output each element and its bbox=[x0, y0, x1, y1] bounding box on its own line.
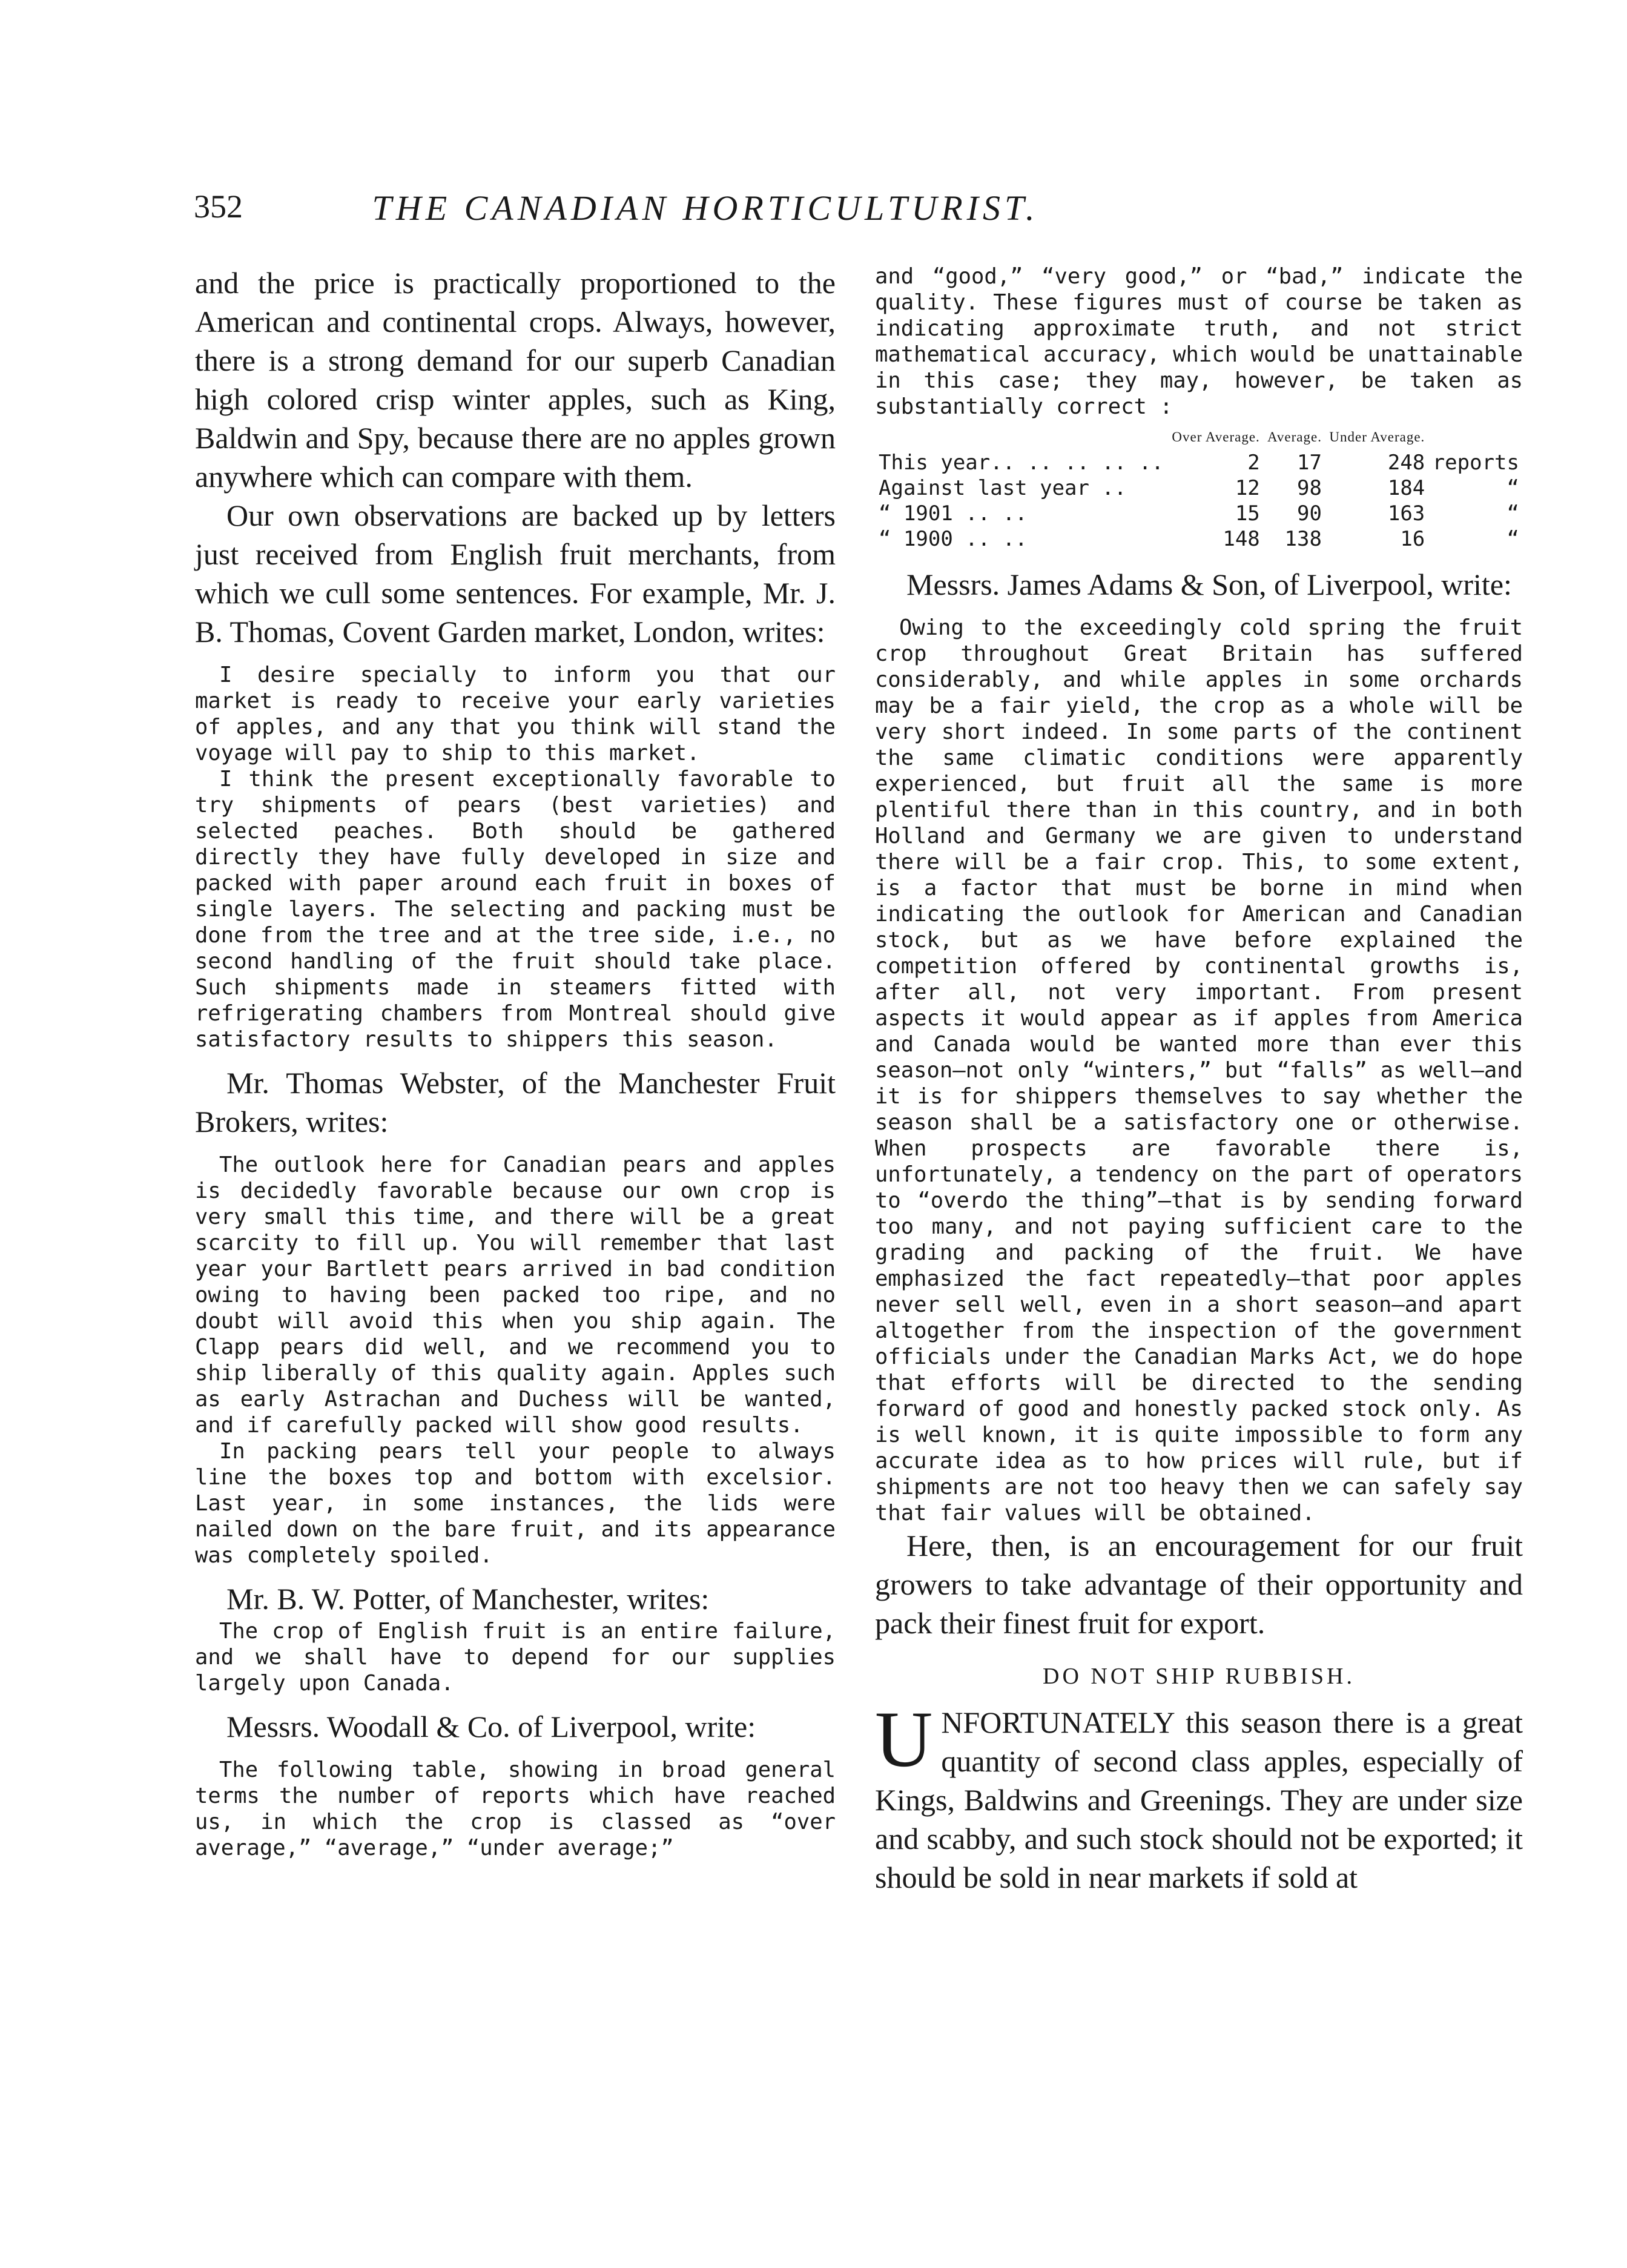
table-header-cell: Average. bbox=[1267, 429, 1322, 445]
table-cell-note: reports bbox=[1432, 451, 1519, 475]
crop-report-table bbox=[875, 425, 1523, 552]
quoted-letter-paragraph: The following table, showing in broad general terms the number of reports which have reached us, in which the crop is classed as “over average,” “average,” “under average;” bbox=[195, 1757, 836, 1860]
body-paragraph: Our own observations are backed up by letters just received from English fruit merchants, from which we cull some sentences. For example, Mr. J. B. Thomas, Covent Garden market, London, writes: bbox=[195, 498, 836, 649]
table-cell-average: 17 bbox=[1297, 451, 1322, 475]
table-cell-label: Against last year .. bbox=[879, 476, 1127, 500]
table-cell-note: “ bbox=[1507, 476, 1519, 500]
quoted-letter-paragraph: I desire specially to inform you that our market is ready to receive your early varieties of apples, and any that you think will stand the voyage will pay to ship to this market. bbox=[195, 663, 836, 765]
quoted-letter-paragraph: The outlook here for Canadian pears and apples is decidedly favorable because our own crop is very small this time, and there will be a great scarcity to fill up. You will remember that last year your Bartlett pears arrived in bad condition owing to having been packed too ripe, and no doubt will avoid this when you ship again. The Clapp pears did well, and we recommend you to ship liberally of this quality again. Apples such as early Astrachan and Duchess will be wanted, and if carefully packed will show good results. bbox=[195, 1152, 836, 1438]
page-number: 352 bbox=[194, 188, 243, 225]
page-header bbox=[194, 188, 1217, 236]
table-cell-average: 90 bbox=[1297, 501, 1322, 526]
right-column bbox=[875, 263, 1523, 1897]
body-paragraph: Mr. B. W. Potter, of Manchester, writes: bbox=[226, 1582, 710, 1616]
table-cell-note: “ bbox=[1507, 527, 1519, 551]
quoted-letter-paragraph: Owing to the exceedingly cold spring the fruit crop throughout Great Britain has suffered considerably, and while apples in some orchards may be a fair yield, the crop as a whole will be very short indeed. In some parts of the continent the same climatic conditions were apparently experienced, but fruit all the same is more plentiful there than in this country, and in both Holland and Germany we are given to understand there will be a fair crop. This, to some extent, is a factor that must be borne in mind when indicating the outlook for American and Canadian stock, but as we have before explained the competition offered by continental growths is, after all, not very important. From present aspects it would appear as if apples from America and Canada would be wanted more than ever this season—not only “winters,” but “falls” as well—and it is for shippers themselves to say whether the season shall be a satisfactory one or otherwise. When prospects are favorable there is, unfortunately, a tendency on the part of operators to “overdo the thing”—that is by sending forward too many, and not paying sufficient care to the grading and packing of the fruit. We have emphasized the fact repeatedly—that poor apples never sell well, even in a short season—and apart altogether from the inspection of the government officials under the Canadian Marks Act, we do hope that efforts will be directed to the sending forward of good and honestly packed stock only. As is well known, it is quite impossible to form any accurate idea as to how prices will rule, but if shipments are not too heavy then we can safely say that fair values will be obtained. bbox=[875, 615, 1523, 1526]
drop-cap: U bbox=[875, 1694, 933, 1784]
left-column bbox=[195, 263, 836, 1861]
table-cell-under: 248 bbox=[1387, 451, 1425, 475]
table-row bbox=[875, 475, 1523, 501]
table-cell-over: 12 bbox=[1235, 476, 1260, 500]
table-header-cell: Over Average. bbox=[1172, 429, 1260, 445]
right-column-body bbox=[875, 565, 1523, 1642]
quoted-letter-paragraph: I think the present exceptionally favorable to try shipments of pears (best varieties) and selected peaches. Both should be gathered directly they have fully developed in size and packed with paper around each fruit in boxes of single layers. The selecting and packing must be done from the tree and at the tree side, i.e., no second handling of the fruit should take place. Such shipments made in steamers fitted with refrigerating chambers from Montreal should give satisfactory results to shippers this season. bbox=[195, 767, 836, 1052]
table-cell-average: 138 bbox=[1284, 527, 1322, 551]
table-cell-over: 2 bbox=[1247, 451, 1260, 475]
table-row bbox=[875, 501, 1523, 526]
body-paragraph: Mr. Thomas Webster, of the Manchester Fruit Brokers, writes: bbox=[195, 1066, 836, 1139]
running-title: THE CANADIAN HORTICULTURIST. bbox=[372, 188, 1039, 228]
table-cell-note: “ bbox=[1507, 501, 1519, 526]
table-cell-label: This year.. .. .. .. .. bbox=[879, 451, 1164, 475]
body-paragraph: Here, then, is an encouragement for our fruit growers to take advantage of their opportunity and pack their finest fruit for export. bbox=[875, 1529, 1523, 1640]
section-heading: DO NOT SHIP RUBBISH. bbox=[1043, 1664, 1355, 1689]
table-header-row bbox=[875, 425, 1523, 450]
quoted-letter-paragraph: In packing pears tell your people to always line the boxes top and bottom with excelsior. Last year, in some instances, the lids were nailed down on the bare fruit, and its appearance was completely spoiled. bbox=[195, 1439, 836, 1568]
table-header-cell: Under Average. bbox=[1329, 429, 1425, 445]
table-header-cell bbox=[1428, 425, 1523, 450]
table-cell-label: “ 1900 .. .. bbox=[879, 527, 1028, 551]
section-text: NFORTUNATELY this season there is a great quantity of second class apples, especially of Kings, Baldwins and Greenings. They are under size and scabby, and such stock should not be exported; it should be sold in near markets if sold at bbox=[875, 1705, 1523, 1894]
table-cell-over: 15 bbox=[1235, 501, 1260, 526]
table-cell-over: 148 bbox=[1223, 527, 1260, 551]
body-paragraph: and the price is practically proportioned to the American and continental crops. Always, however, there is a strong demand for our superb Canadian high colored crisp winter apples, such as King, Baldwin and Spy, because there are no apples grown anywhere which can compare with them. bbox=[195, 266, 836, 494]
table-body bbox=[875, 450, 1523, 552]
table-header-cell bbox=[875, 425, 1168, 450]
section-paragraph bbox=[875, 1694, 1523, 1897]
table-row bbox=[875, 526, 1523, 552]
quoted-letter-paragraph: The crop of English fruit is an entire failure, and we shall have to depend for our supplies largely upon Canada. bbox=[195, 1619, 836, 1696]
table-cell-average: 98 bbox=[1297, 476, 1322, 500]
table-cell-under: 184 bbox=[1387, 476, 1425, 500]
continued-quote: and “good,” “very good,” or “bad,” indicate the quality. These figures must of course be taken as indicating approximate truth, and not strict mathematical accuracy, which would be unattainable in this case; they may, however, be taken as substantially correct : bbox=[875, 264, 1523, 419]
table-cell-under: 163 bbox=[1387, 501, 1425, 526]
table-row bbox=[875, 450, 1523, 475]
body-paragraph: Messrs. Woodall & Co. of Liverpool, write: bbox=[226, 1710, 756, 1744]
table-cell-label: “ 1901 .. .. bbox=[879, 501, 1028, 526]
body-paragraph: Messrs. James Adams & Son, of Liverpool, write: bbox=[906, 567, 1512, 601]
table-cell-under: 16 bbox=[1400, 527, 1425, 551]
